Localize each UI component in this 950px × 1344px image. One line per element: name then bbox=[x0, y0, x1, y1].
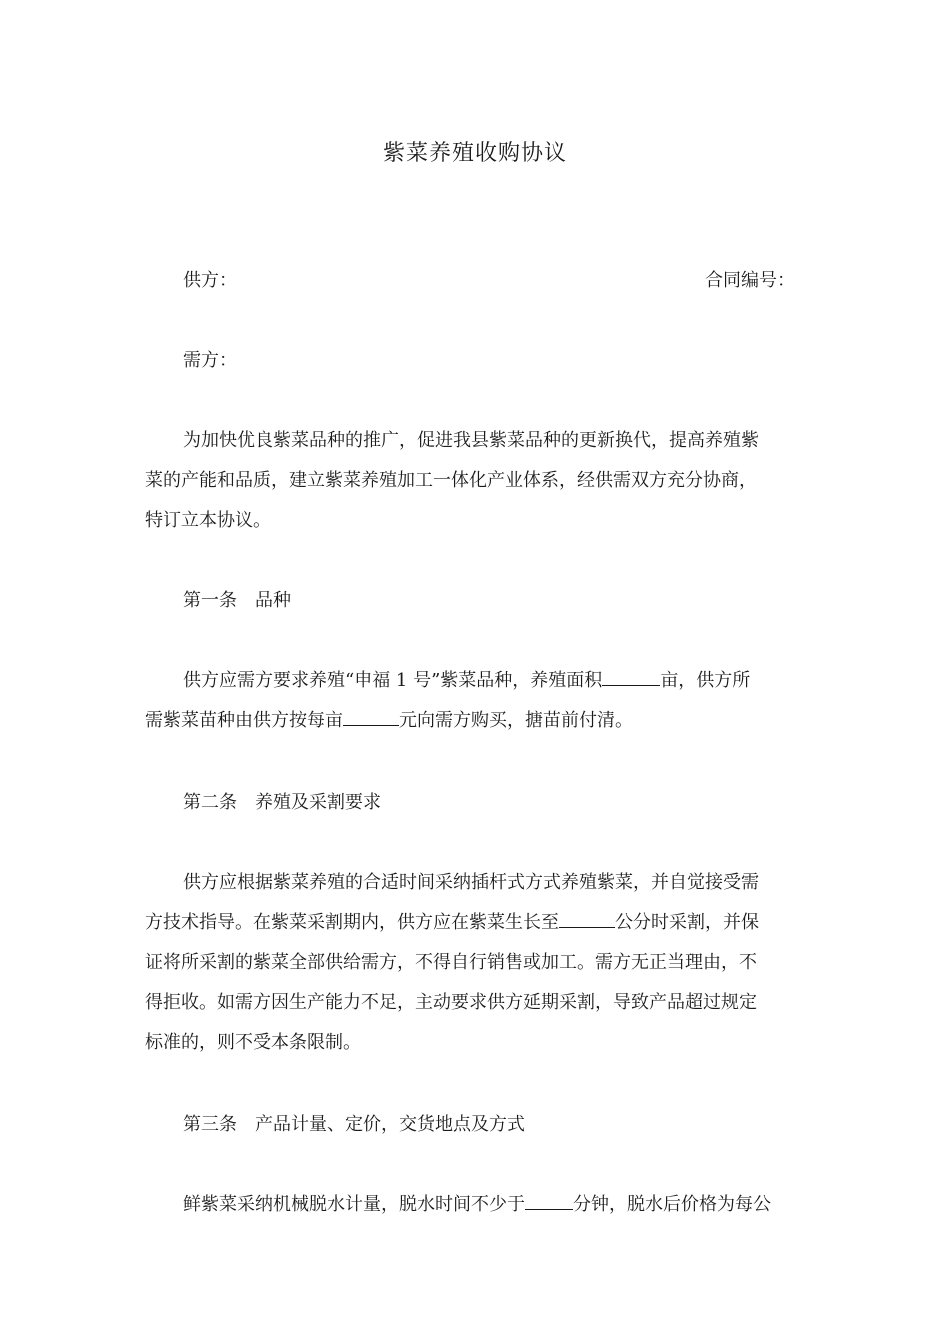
area-blank bbox=[602, 667, 660, 686]
article-1-line-2 bbox=[145, 706, 633, 732]
article-1-line-1-text-b: 亩，供方所 bbox=[660, 670, 751, 691]
article-1-heading: 第一条 品种 bbox=[183, 590, 291, 611]
article-3-line-1-text-a: 鲜紫菜采纳机械脱水计量，脱水时间不少于 bbox=[183, 1194, 525, 1215]
article-2-line-3: 证将所采割的紫菜全部供给需方，不得自行销售或加工。需方无正当理由，不 bbox=[145, 952, 757, 973]
buyer-label: 需方： bbox=[183, 350, 237, 371]
supplier-label: 供方： bbox=[183, 270, 237, 291]
price-per-mu-blank bbox=[343, 707, 399, 726]
article-2-line-2 bbox=[145, 908, 759, 934]
document-title: 紫菜养殖收购协议 bbox=[382, 141, 567, 166]
article-1-line-2-text-b: 元向需方购买，搪苗前付清。 bbox=[399, 710, 633, 731]
preamble-line-1: 为加快优良紫菜品种的推广，促进我县紫菜品种的更新换代，提高养殖紫 bbox=[183, 430, 759, 451]
article-2-line-1: 供方应根据紫菜养殖的合适时间采纳插杆式方式养殖紫菜，并自觉接受需 bbox=[183, 872, 759, 893]
article-2-heading: 第二条 养殖及采割要求 bbox=[183, 792, 381, 813]
contract-number-label: 合同编号： bbox=[705, 270, 795, 291]
article-1-line-1-text-a: 供方应需方要求养殖“申福 1 号”紫菜品种，养殖面积 bbox=[183, 670, 603, 691]
article-3-line-1-text-b: 分钟，脱水后价格为每公 bbox=[573, 1194, 771, 1215]
article-2-line-5: 标准的，则不受本条限制。 bbox=[145, 1032, 361, 1053]
article-3-line-1 bbox=[183, 1190, 771, 1216]
length-blank bbox=[559, 909, 615, 928]
article-1-line-1 bbox=[183, 666, 750, 692]
article-2-line-4: 得拒收。如需方因生产能力不足，主动要求供方延期采割，导致产品超过规定 bbox=[145, 992, 757, 1013]
preamble-line-3: 特订立本协议。 bbox=[145, 510, 271, 531]
article-2-line-2-text-a: 方技术指导。在紫菜采割期内，供方应在紫菜生长至 bbox=[145, 912, 559, 933]
article-3-heading: 第三条 产品计量、定价，交货地点及方式 bbox=[183, 1114, 525, 1135]
article-1-line-2-text-a: 需紫菜苗种由供方按每亩 bbox=[145, 710, 343, 731]
article-2-line-2-text-b: 公分时采割，并保 bbox=[615, 912, 759, 933]
preamble-line-2: 菜的产能和品质，建立紫菜养殖加工一体化产业体系，经供需双方充分协商， bbox=[145, 470, 757, 491]
dehydration-minutes-blank bbox=[525, 1191, 573, 1210]
